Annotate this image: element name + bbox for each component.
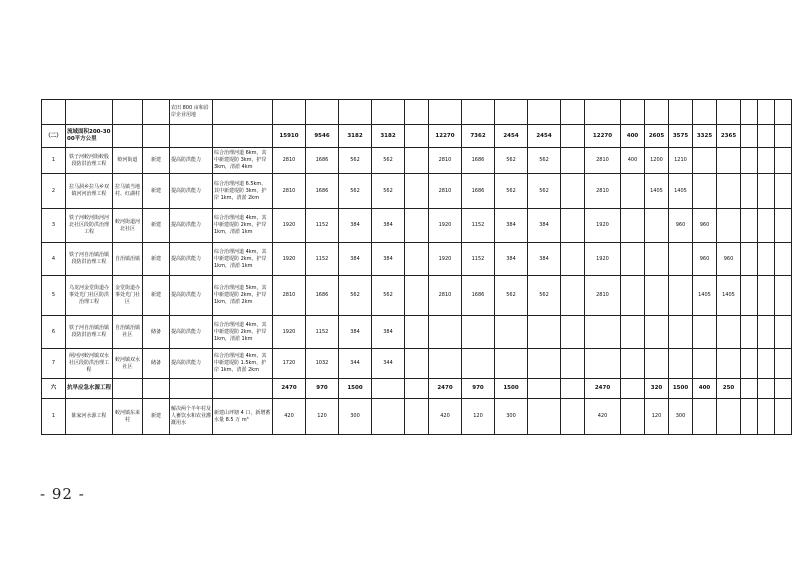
table-cell xyxy=(775,316,792,349)
table-cell xyxy=(758,100,775,125)
table-cell: 3325 xyxy=(693,125,717,148)
table-cell: 1686 xyxy=(306,276,339,316)
table-cell xyxy=(561,349,585,379)
table-cell: 2810 xyxy=(429,276,462,316)
table-cell: 3182 xyxy=(339,125,372,148)
table-cell xyxy=(405,243,429,276)
table-cell xyxy=(645,100,669,125)
table-cell: 562 xyxy=(528,276,561,316)
table-cell: 250 xyxy=(717,379,741,399)
table-cell: 384 xyxy=(372,209,405,243)
table-cell: 1500 xyxy=(669,379,693,399)
table-cell xyxy=(741,125,758,148)
table-cell: 120 xyxy=(462,399,495,435)
table-cell: 综合治理河道 6.5km，其中新建堤防 3km，护岸 1km，清淤 2km xyxy=(213,174,273,209)
table-cell xyxy=(561,316,585,349)
table-cell xyxy=(717,174,741,209)
table-cell: 420 xyxy=(273,399,306,435)
table-cell xyxy=(42,100,66,125)
table-cell xyxy=(621,399,645,435)
table-cell: 新建 xyxy=(143,174,170,209)
table-cell: 1152 xyxy=(462,209,495,243)
table-cell: 562 xyxy=(339,174,372,209)
table-cell: 384 xyxy=(339,209,372,243)
table-cell xyxy=(758,316,775,349)
table-cell: 蛟河镇东来村 xyxy=(113,399,143,435)
table-cell: 闸河河蛟河镇双水社区段防洪治理工程 xyxy=(66,349,113,379)
table-cell: 400 xyxy=(621,125,645,148)
table-cell: 1920 xyxy=(273,209,306,243)
table-cell xyxy=(66,100,113,125)
table-cell xyxy=(462,316,495,349)
table-cell xyxy=(213,100,273,125)
table-cell: 1920 xyxy=(273,243,306,276)
table-cell xyxy=(561,100,585,125)
table-cell xyxy=(462,100,495,125)
table-cell xyxy=(717,100,741,125)
table-cell: 12270 xyxy=(429,125,462,148)
table-cell xyxy=(775,379,792,399)
table-cell: 1720 xyxy=(273,349,306,379)
table-cell xyxy=(758,148,775,174)
table-cell xyxy=(405,399,429,435)
table-cell: 1405 xyxy=(717,276,741,316)
table-cell xyxy=(645,316,669,349)
table-cell: 960 xyxy=(717,243,741,276)
table-cell: 562 xyxy=(372,174,405,209)
table-cell: 1500 xyxy=(339,379,372,399)
table-cell: 新建山坪塘 4 口，新增蓄水量 8.5 万 m³ xyxy=(213,399,273,435)
table-cell: 1032 xyxy=(306,349,339,379)
section-row xyxy=(42,125,792,148)
table-cell: 综合治理河道 4km，其中新建堤防 1.5km，护岸 1km，清淤 2km xyxy=(213,349,273,379)
table-cell: 970 xyxy=(462,379,495,399)
table-cell: 提高防洪能力 xyxy=(170,276,213,316)
table-cell: 新建 xyxy=(143,243,170,276)
page-number: - 92 - xyxy=(40,485,85,503)
table-cell xyxy=(775,209,792,243)
table-cell xyxy=(405,349,429,379)
table-cell: 6 xyxy=(42,316,66,349)
table-row xyxy=(42,148,792,174)
table-cell: 960 xyxy=(669,209,693,243)
table-cell: 2454 xyxy=(528,125,561,148)
table-cell: 1920 xyxy=(429,209,462,243)
table-cell xyxy=(372,379,405,399)
table-cell: 自治镇治镇社区 xyxy=(113,316,143,349)
section-row xyxy=(42,379,792,399)
table-cell: 384 xyxy=(339,316,372,349)
table-cell xyxy=(741,148,758,174)
table-cell: 铁子河蛟河街蛟股段防洪治理工程 xyxy=(66,148,113,174)
table-cell: 提高防洪能力 xyxy=(170,148,213,174)
table-cell: 乌龙河金堂街道办事处光门社区防洪治理工程 xyxy=(66,276,113,316)
table-cell: 562 xyxy=(372,276,405,316)
table-cell: 300 xyxy=(339,399,372,435)
table-cell: 562 xyxy=(495,174,528,209)
table-cell: 384 xyxy=(372,243,405,276)
table-cell: 新建 xyxy=(143,148,170,174)
table-cell: 陈家河水源工程 xyxy=(66,399,113,435)
table-row xyxy=(42,349,792,379)
table-cell xyxy=(775,243,792,276)
table-cell xyxy=(669,349,693,379)
table-cell: 562 xyxy=(495,148,528,174)
table-cell xyxy=(405,174,429,209)
table-cell xyxy=(758,276,775,316)
table-cell: 1405 xyxy=(693,276,717,316)
table-cell: 拉马洞乡拉马乡双镇河河治理工程 xyxy=(66,174,113,209)
table-row xyxy=(42,209,792,243)
table-cell: 综合治理河道 4km，其中新建堤防 2km，护岸 1km，清淤 1km xyxy=(213,243,273,276)
table-cell: 抗旱应急水源工程 xyxy=(66,379,113,399)
table-cell: 提高防洪能力 xyxy=(170,316,213,349)
table-cell: 3575 xyxy=(669,125,693,148)
table-cell xyxy=(561,148,585,174)
table-cell xyxy=(741,174,758,209)
table-cell: 2810 xyxy=(273,276,306,316)
table-cell: 1686 xyxy=(462,276,495,316)
table-cell: 新建 xyxy=(143,276,170,316)
table-cell: 2810 xyxy=(429,148,462,174)
table-cell xyxy=(405,379,429,399)
table-cell xyxy=(693,349,717,379)
table-cell: 2365 xyxy=(717,125,741,148)
table-cell xyxy=(621,276,645,316)
table-cell xyxy=(669,316,693,349)
table-row xyxy=(42,276,792,316)
table-cell xyxy=(717,349,741,379)
table-cell: 提高防洪能力 xyxy=(170,349,213,379)
table-cell xyxy=(306,100,339,125)
table-cell xyxy=(372,399,405,435)
table-cell: 六 xyxy=(42,379,66,399)
table-cell xyxy=(561,276,585,316)
table-cell xyxy=(621,174,645,209)
table-cell xyxy=(143,379,170,399)
table-cell xyxy=(462,349,495,379)
table-cell xyxy=(528,379,561,399)
table-cell: 新建 xyxy=(143,209,170,243)
table-cell xyxy=(741,209,758,243)
table-cell: 344 xyxy=(339,349,372,379)
table-cell: 2454 xyxy=(495,125,528,148)
table-cell: 960 xyxy=(693,243,717,276)
table-cell xyxy=(113,379,143,399)
table-cell xyxy=(741,349,758,379)
table-cell: 2810 xyxy=(273,148,306,174)
table-cell xyxy=(645,243,669,276)
table-cell: 综合治理河道 4km，其中新建堤防 2km，护岸 1km，清淤 1km xyxy=(213,209,273,243)
table-cell: 7362 xyxy=(462,125,495,148)
table-cell xyxy=(669,100,693,125)
table-cell xyxy=(775,148,792,174)
table-cell xyxy=(405,100,429,125)
table-cell xyxy=(758,125,775,148)
table-cell: 1686 xyxy=(306,148,339,174)
table-row xyxy=(42,243,792,276)
table-cell: 2605 xyxy=(645,125,669,148)
table-cell: 12270 xyxy=(585,125,621,148)
table-cell xyxy=(405,316,429,349)
table-cell xyxy=(143,125,170,148)
table-cell: 2 xyxy=(42,174,66,209)
table-cell: 384 xyxy=(528,243,561,276)
table-cell xyxy=(717,316,741,349)
table-cell: 562 xyxy=(339,276,372,316)
table-cell: 铁子河蛟河街河河北社区段防洪治理工程 xyxy=(66,209,113,243)
table-cell: 1152 xyxy=(306,209,339,243)
table-cell: 3 xyxy=(42,209,66,243)
table-cell xyxy=(741,379,758,399)
table-cell: 1152 xyxy=(306,316,339,349)
table-cell xyxy=(561,209,585,243)
table-cell: 流域面积200-3000平方公里 xyxy=(66,125,113,148)
table-cell: 344 xyxy=(372,349,405,379)
table-cell xyxy=(775,125,792,148)
table-cell: 1500 xyxy=(495,379,528,399)
table-cell xyxy=(717,209,741,243)
table-cell: 拉马镇当地村、红湖村 xyxy=(113,174,143,209)
table-cell: 2470 xyxy=(585,379,621,399)
table-cell xyxy=(528,349,561,379)
table-cell: 1 xyxy=(42,399,66,435)
table-cell: 5 xyxy=(42,276,66,316)
table-cell xyxy=(585,100,621,125)
table-cell: 2470 xyxy=(429,379,462,399)
table-cell: 420 xyxy=(585,399,621,435)
table-cell xyxy=(495,316,528,349)
table-cell: 562 xyxy=(528,148,561,174)
table-cell: 562 xyxy=(372,148,405,174)
table-cell: 300 xyxy=(495,399,528,435)
table-cell xyxy=(693,100,717,125)
table-row xyxy=(42,100,792,125)
table-cell: 4 xyxy=(42,243,66,276)
table-cell: 综合治理河道 4km，其中新建堤防 2km，护岸 1km，清淤 1km xyxy=(213,316,273,349)
table-cell: 562 xyxy=(339,148,372,174)
table-cell xyxy=(775,100,792,125)
table-cell: 384 xyxy=(372,316,405,349)
table-cell: 2470 xyxy=(273,379,306,399)
table-cell: 提高防洪能力 xyxy=(170,209,213,243)
table-cell xyxy=(372,100,405,125)
table-cell: 562 xyxy=(495,276,528,316)
table-cell xyxy=(273,100,306,125)
table-cell: 铁子河自治镇治镇段防洪治理工程 xyxy=(66,243,113,276)
table-cell xyxy=(669,243,693,276)
table-cell xyxy=(621,316,645,349)
table-cell xyxy=(621,349,645,379)
table-cell: 400 xyxy=(693,379,717,399)
table-cell: 1920 xyxy=(429,243,462,276)
table-cell: 1920 xyxy=(585,243,621,276)
table-cell xyxy=(585,349,621,379)
budget-table xyxy=(41,99,792,435)
table-cell xyxy=(528,100,561,125)
table-cell xyxy=(429,349,462,379)
table-cell xyxy=(170,125,213,148)
table-cell: 300 xyxy=(669,399,693,435)
table-cell: 120 xyxy=(645,399,669,435)
table-cell xyxy=(561,125,585,148)
table-cell: 1152 xyxy=(462,243,495,276)
table-cell xyxy=(170,379,213,399)
table-cell: 9546 xyxy=(306,125,339,148)
table-row xyxy=(42,399,792,435)
table-cell: 1686 xyxy=(462,148,495,174)
table-cell: 120 xyxy=(306,399,339,435)
table-cell xyxy=(645,209,669,243)
table-cell: 960 xyxy=(693,209,717,243)
table-cell: 2810 xyxy=(429,174,462,209)
table-cell xyxy=(621,379,645,399)
table-cell: 蛟河街道河北社区 xyxy=(113,209,143,243)
table-cell: 15910 xyxy=(273,125,306,148)
table-cell xyxy=(621,243,645,276)
table-cell: 970 xyxy=(306,379,339,399)
table-cell: 新建 xyxy=(143,399,170,435)
table-cell xyxy=(561,174,585,209)
table-cell: 320 xyxy=(645,379,669,399)
table-cell: 1152 xyxy=(306,243,339,276)
table-cell xyxy=(758,379,775,399)
table-cell xyxy=(561,243,585,276)
table-cell: 1686 xyxy=(462,174,495,209)
table-cell xyxy=(213,125,273,148)
table-cell xyxy=(429,316,462,349)
table-cell xyxy=(621,100,645,125)
table-cell xyxy=(429,100,462,125)
table-cell xyxy=(775,399,792,435)
table-cell xyxy=(741,276,758,316)
table-cell: 解决两个半年村及人畜饮水和农业灌溉用水 xyxy=(170,399,213,435)
table-cell xyxy=(741,100,758,125)
table-cell xyxy=(405,125,429,148)
table-cell: 储备 xyxy=(143,316,170,349)
table-cell: 提高防洪能力 xyxy=(170,174,213,209)
table-cell xyxy=(405,209,429,243)
table-cell: 7 xyxy=(42,349,66,379)
table-cell: 3182 xyxy=(372,125,405,148)
table-cell xyxy=(669,276,693,316)
table-cell xyxy=(621,209,645,243)
table-cell xyxy=(693,148,717,174)
table-cell: 蛟河街道 xyxy=(113,148,143,174)
table-row xyxy=(42,174,792,209)
table-cell xyxy=(758,174,775,209)
table-cell xyxy=(113,100,143,125)
table-cell: 综合治理河道 5km，其中新建堤防 2km，护岸 1km，清淤 2km xyxy=(213,276,273,316)
table-cell xyxy=(741,316,758,349)
table-cell xyxy=(585,316,621,349)
table-cell: 2810 xyxy=(585,276,621,316)
table-cell xyxy=(528,399,561,435)
table-row xyxy=(42,316,792,349)
table-cell xyxy=(741,243,758,276)
table-cell: 1405 xyxy=(645,174,669,209)
table-cell xyxy=(758,243,775,276)
table-cell: 384 xyxy=(495,243,528,276)
table-cell: 384 xyxy=(339,243,372,276)
table-cell: 农田 800 亩和沿岸企业用地 xyxy=(170,100,213,125)
table-cell: 综合治理河道 6km，其中新建堤防 3km，护岸 3km，清淤 4km xyxy=(213,148,273,174)
table-cell xyxy=(758,399,775,435)
table-cell: 铁子河自治镇治镇段防洪治理工程 xyxy=(66,316,113,349)
table-cell xyxy=(717,399,741,435)
table-cell xyxy=(339,100,372,125)
table-cell xyxy=(645,276,669,316)
table-cell: 1920 xyxy=(585,209,621,243)
table-cell: 蛟河镇双水社区 xyxy=(113,349,143,379)
table-cell: 1210 xyxy=(669,148,693,174)
table-cell: 1405 xyxy=(669,174,693,209)
table-cell: 420 xyxy=(429,399,462,435)
table-cell: 2810 xyxy=(585,174,621,209)
table-cell: 2810 xyxy=(585,148,621,174)
table-cell xyxy=(717,148,741,174)
table-cell xyxy=(693,316,717,349)
table-cell: （二） xyxy=(42,125,66,148)
table-cell: 1200 xyxy=(645,148,669,174)
table-cell: 400 xyxy=(621,148,645,174)
table-cell xyxy=(741,399,758,435)
table-cell xyxy=(213,379,273,399)
table-cell: 自治镇治镇 xyxy=(113,243,143,276)
table-cell xyxy=(775,276,792,316)
table-cell: 384 xyxy=(495,209,528,243)
table-cell: 384 xyxy=(528,209,561,243)
table-cell xyxy=(405,276,429,316)
table-cell: 562 xyxy=(528,174,561,209)
table-cell xyxy=(693,174,717,209)
table-cell xyxy=(143,100,170,125)
table-cell: 金堂街道办事处光门社区 xyxy=(113,276,143,316)
table-cell: 储备 xyxy=(143,349,170,379)
table-cell: 1 xyxy=(42,148,66,174)
table-cell: 1686 xyxy=(306,174,339,209)
table-cell: 1920 xyxy=(273,316,306,349)
table-cell: 提高防洪能力 xyxy=(170,243,213,276)
table-cell xyxy=(405,148,429,174)
table-cell xyxy=(495,100,528,125)
table-cell xyxy=(113,125,143,148)
table-cell xyxy=(561,399,585,435)
table-cell xyxy=(758,209,775,243)
table-cell xyxy=(758,349,775,379)
table-cell xyxy=(645,349,669,379)
table-cell xyxy=(775,174,792,209)
table-cell xyxy=(561,379,585,399)
table-cell xyxy=(775,349,792,379)
table-cell xyxy=(495,349,528,379)
table-cell xyxy=(528,316,561,349)
table-cell xyxy=(693,399,717,435)
table-cell: 2810 xyxy=(273,174,306,209)
